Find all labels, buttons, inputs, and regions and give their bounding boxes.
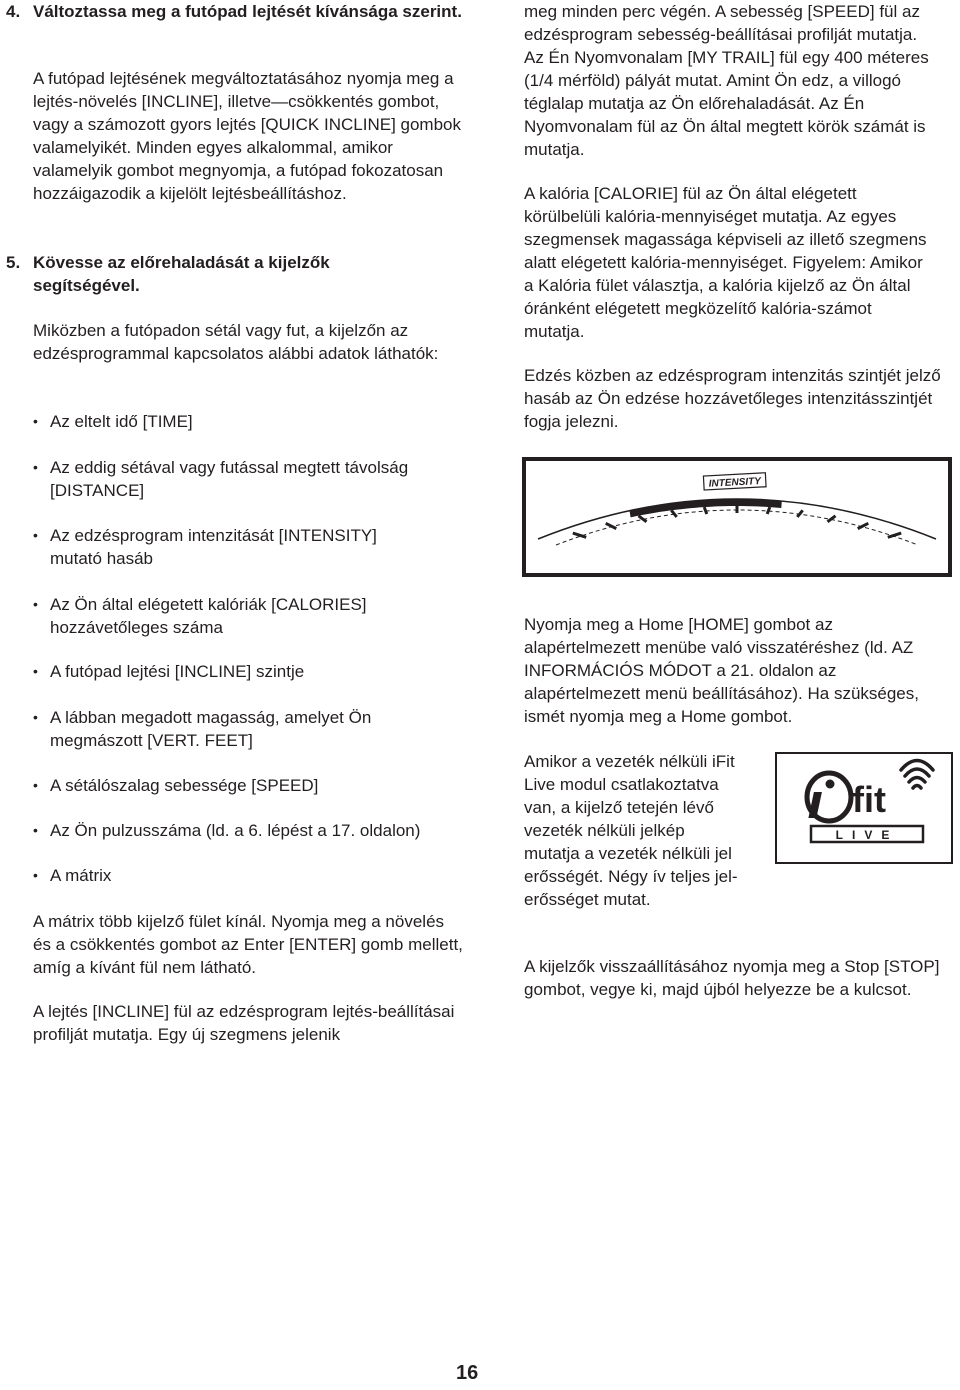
intensity-label-tag — [703, 473, 766, 490]
ifit-i-dot — [826, 780, 835, 789]
wireless-paragraph: Amikor a vezeték nélküli iFit Live modul csatlakoztatva van, a kijelző tetején lévő vezeték nélküli jelkép mutatja a vezeték nélküli jel erősségét. Négy ív teljes jel-erősséget mutat. — [524, 752, 738, 909]
list-item-text: Az eltelt idő [TIME] — [50, 412, 193, 431]
intensity-tick — [606, 523, 617, 528]
step-title: Kövesse az előrehaladását a kijelzők segítségével. — [33, 253, 330, 295]
incline-paragraph: A lejtés [INCLINE] fül az edzésprogram lejtés-beállításai profilját mutatja. Egy új szegmens jelenik — [33, 1002, 455, 1044]
step-title: Változtassa meg a futópad lejtését kívánsága szerint. — [33, 2, 462, 21]
intensity-ticks — [573, 506, 901, 537]
bullet-dot: • — [33, 709, 38, 725]
stop-paragraph: A kijelzők visszaállításához nyomja meg a Stop [STOP] gombot, vegye ki, majd újból helyezze be a kulcsot. — [524, 957, 940, 999]
step-5-intro: Miközben a futópadon sétál vagy fut, a kijelzőn az edzésprogrammal kapcsolatos alábbi adatok láthatók: — [33, 321, 439, 363]
bullet-dot: • — [33, 596, 38, 612]
bullet-dot: • — [33, 777, 38, 793]
bullet-dot: • — [33, 527, 38, 543]
list-item-text: A futópad lejtési [INCLINE] szintje — [50, 662, 305, 681]
bullet-dot: • — [33, 822, 38, 838]
intensity-tick — [704, 507, 707, 514]
ifit-live-logo-box — [775, 752, 953, 864]
logo-brand-text: fit — [852, 779, 886, 820]
intensity-tick — [671, 510, 676, 517]
wireless-signal-icon — [901, 761, 933, 789]
ifit-live-logo — [777, 754, 951, 862]
intensity-label: INTENSITY — [708, 476, 762, 490]
page-number: 16 — [456, 1362, 479, 1384]
step-number: 5. — [6, 253, 21, 272]
step-number: 4. — [6, 2, 21, 21]
list-item-text: Az Ön által elégetett kalóriák [CALORIES] hozzávetőleges száma — [50, 595, 367, 637]
list-item-text: Az edzésprogram intenzitását [INTENSITY] mutató hasáb — [50, 526, 377, 568]
bullet-dot: • — [33, 413, 38, 429]
list-item-text: Az eddig sétával vagy futással megtett távolság [DISTANCE] — [50, 458, 409, 500]
calorie-paragraph: A kalória [CALORIE] fül az Ön által elégetett körülbelüli kalória-mennyiséget mutatja. Az egyes szegmensek magassága képviseli az illető szegmens alatt elégetett kalória-mennyiséget. Figyelem: Amikor a Kalória fület választja, a kalória kijelző az Ön által óránként elégetett megközelítő kalória-számot mutatja. — [524, 184, 927, 341]
intensity-display-illustration — [522, 457, 952, 577]
list-item-text: Az Ön pulzusszáma (ld. a 6. lépést a 17. oldalon) — [50, 821, 421, 840]
intensity-paragraph: Edzés közben az edzésprogram intenzitás szintjét jelző hasáb az Ön edzése hozzávetőleges intenzitásszintjét fogja jelezni. — [524, 366, 941, 431]
speed-paragraph: meg minden perc végén. A sebesség [SPEED] fül az edzésprogram sebesség-beállításai profilját mutatja. Az Én Nyomvonalam [MY TRAIL] fül egy 400 méteres (1/4 mérföld) pályát mutat. Amint Ön edz, a villogó téglalap mutatja az Ön előrehaladását. Az Én Nyomvonalam fül az Ön által megtett körök számát is mutatja. — [524, 2, 929, 159]
intensity-tick — [797, 510, 802, 517]
bullet-dot: • — [33, 867, 38, 883]
intensity-bar-graphic — [526, 461, 948, 573]
intensity-tick — [767, 507, 770, 514]
logo-sub-text: LIVE — [835, 828, 899, 842]
matrix-paragraph: A mátrix több kijelző fület kínál. Nyomja meg a növelés és a csökkentés gombot az Enter [ENTER] gomb mellett, amíg a kívánt fül nem látható. — [33, 912, 463, 977]
list-item-text: A mátrix — [50, 866, 112, 885]
intensity-tick — [888, 533, 901, 537]
step-4-body: A futópad lejtésének megváltoztatásához nyomja meg a lejtés-növelés [INCLINE], illetve—csökkentés gombot, vagy a számozott gyors lejtés [QUICK INCLINE] gombok valamelyikét. Minden egyes alkalommal, amikor valamelyik gombot megnyomja, a futópad fokozatosan hozzáigazodik a kijelölt lejtésbeállításhoz. — [33, 69, 461, 203]
intensity-tick — [828, 516, 836, 522]
home-paragraph: Nyomja meg a Home [HOME] gombot az alapértelmezett menübe való visszatéréshez (ld. AZ INFORMÁCIÓS MÓDOT a 21. oldalon az alapértelmezett menü beállításához). Ha szükséges, ismét nyomja meg a Home gombot. — [524, 615, 919, 726]
bullet-dot: • — [33, 459, 38, 475]
bullet-dot: • — [33, 663, 38, 679]
intensity-tick — [573, 533, 586, 537]
list-item-text: A sétálószalag sebessége [SPEED] — [50, 776, 319, 795]
list-item-text: A lábban megadott magasság, amelyet Ön megmászott [VERT. FEET] — [50, 708, 372, 750]
